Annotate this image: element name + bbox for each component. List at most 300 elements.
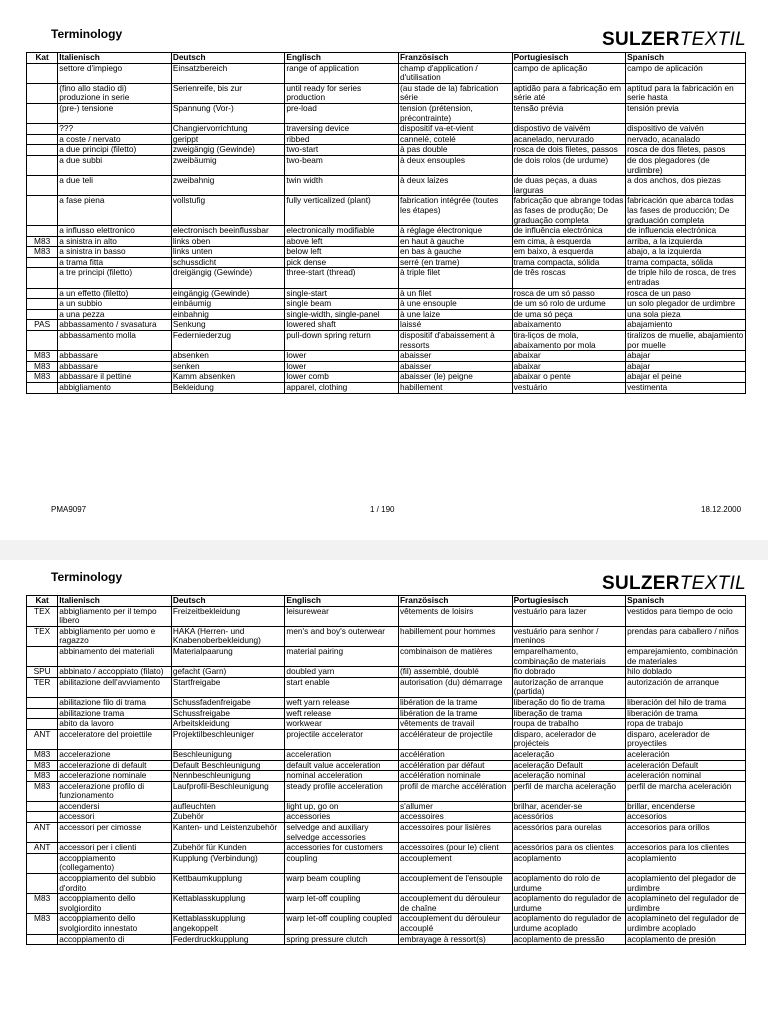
table-cell: campo de aplicação (512, 63, 626, 83)
table-row (27, 801, 746, 812)
table-cell (27, 853, 58, 873)
table-cell: dispositivo de vaivén (626, 124, 746, 135)
table-cell: Federniederzug (171, 331, 285, 351)
table-cell: acoplamiento (626, 853, 746, 873)
table-cell: accesorios (626, 812, 746, 823)
table-cell: accoppiamento (collegamento) (58, 853, 172, 873)
table-cell: Kupplung (Verbindung) (171, 853, 285, 873)
table-cell: Kettbaumkupplung (171, 874, 285, 894)
table-cell: accelerazione profilo di funzionamento (58, 781, 172, 801)
table-cell: de dos plegadores (de urdimbre) (626, 155, 746, 175)
table-cell: disparo, acelerador de proyectiles (626, 729, 746, 749)
document-date: 18.12.2000 (701, 505, 742, 514)
table-cell: abbigliamento per uomo e ragazzo (58, 626, 172, 646)
table-cell: accessoires (pour le) client (398, 843, 512, 854)
table-row (27, 823, 746, 843)
table-cell: aceleración Default (626, 760, 746, 771)
table-cell: accessori per cimosse (58, 823, 172, 843)
table-cell: (fino allo stadio di) produzione in serie (58, 83, 172, 103)
table-cell: nervado, acanalado (626, 134, 746, 145)
table-row (27, 934, 746, 945)
terminology-table (26, 595, 746, 945)
table-cell: a sinistra in basso (58, 247, 172, 258)
table-cell (27, 801, 58, 812)
table-cell: accessori per i clienti (58, 843, 172, 854)
table-cell: Bekleidung (171, 383, 285, 394)
table-cell: liberação de trama (512, 708, 626, 719)
table-cell: accoppiamento dello svolgiordito (58, 894, 172, 914)
table-cell: abaixar o pente (512, 372, 626, 383)
table-cell: accelerazione di default (58, 760, 172, 771)
table-cell: vestimenta (626, 383, 746, 394)
table-cell: Nennbeschleunigung (171, 771, 285, 782)
table-cell: Kettablasskupplung (171, 894, 285, 914)
table-cell: lower (285, 361, 399, 372)
table-cell: dispostivo de vaivém (512, 124, 626, 135)
table-cell: M83 (27, 351, 58, 362)
column-header: Deutsch (171, 596, 285, 607)
table-row (27, 383, 746, 394)
table-row (27, 781, 746, 801)
table-cell: accélération (398, 749, 512, 760)
table-cell: M83 (27, 247, 58, 258)
table-cell: a due teli (58, 176, 172, 196)
table-cell: abaisser (398, 361, 512, 372)
table-cell: Kamm absenken (171, 372, 285, 383)
table-cell: single beam (285, 299, 399, 310)
table-row (27, 351, 746, 362)
table-cell: tension (prétension, précontrainte) (398, 103, 512, 123)
table-cell: abajar el peine (626, 372, 746, 383)
table-cell (27, 145, 58, 156)
table-cell: Schussfadenfreigabe (171, 697, 285, 708)
table-cell: Kettablasskupplung angekoppelt (171, 914, 285, 934)
table-cell: accessoires (398, 812, 512, 823)
table-cell: lower (285, 351, 399, 362)
column-header: Deutsch (171, 53, 285, 64)
table-cell: warp beam coupling (285, 874, 399, 894)
table-cell: Laufprofil-Beschleunigung (171, 781, 285, 801)
table-cell: default value acceleration (285, 760, 399, 771)
table-row (27, 853, 746, 873)
table-cell: senken (171, 361, 285, 372)
table-cell: weft release (285, 708, 399, 719)
table-cell: schussdicht (171, 257, 285, 268)
table-cell: trama compacta, sólida (512, 257, 626, 268)
table-cell: accélération nominale (398, 771, 512, 782)
table-cell (27, 103, 58, 123)
table-cell: weft yarn release (285, 697, 399, 708)
table-cell: emparejamiento, combinación de materiales (626, 646, 746, 666)
table-cell: below left (285, 247, 399, 258)
table-cell: gerippt (171, 134, 285, 145)
table-cell: liberación del hilo de trama (626, 697, 746, 708)
table-cell: steady profile acceleration (285, 781, 399, 801)
table-cell (27, 288, 58, 299)
table-cell: ANT (27, 729, 58, 749)
table-cell: acoplamento (512, 853, 626, 873)
table-cell: abaisser (le) peigne (398, 372, 512, 383)
table-row (27, 196, 746, 226)
table-cell: disparo, acelerador de projécteis (512, 729, 626, 749)
table-cell: acoplamento de presión (626, 934, 746, 945)
table-cell (27, 934, 58, 945)
table-cell: arriba, a la izquierda (626, 236, 746, 247)
table-cell: emparelhamento, combinação de materiais (512, 646, 626, 666)
table-cell: acoplamento do rolo de urdume (512, 874, 626, 894)
table-cell: a influsso elettronico (58, 226, 172, 237)
table-cell: fabricação que abrange todas as fases de produção; De graduação completa (512, 196, 626, 226)
terminology-table (26, 52, 746, 394)
table-cell: brillar, encenderse (626, 801, 746, 812)
table-cell: una sola pieza (626, 309, 746, 320)
table-cell: de dois rolos (de urdume) (512, 155, 626, 175)
table-cell: de um só rolo de urdume (512, 299, 626, 310)
table-cell: dreigängig (Gewinde) (171, 268, 285, 288)
table-cell: abbassamento / svasatura (58, 320, 172, 331)
table-cell: HAKA (Herren- und Knabenoberbekleidung) (171, 626, 285, 646)
table-cell: M83 (27, 771, 58, 782)
table-cell: accouplement du dérouleur accouplé (398, 914, 512, 934)
table-cell: gefacht (Garn) (171, 667, 285, 678)
table-cell: accouplement de l'ensouple (398, 874, 512, 894)
table-cell: vollstufig (171, 196, 285, 226)
table-cell: Senkung (171, 320, 285, 331)
table-cell: accélérateur de projectile (398, 729, 512, 749)
table-cell: Beschleunigung (171, 749, 285, 760)
table-row (27, 145, 746, 156)
table-row (27, 646, 746, 666)
column-header: Italienisch (58, 596, 172, 607)
table-cell: accouplement du dérouleur de chaîne (398, 894, 512, 914)
sulzer-textil-logo: SULZERTEXTIL (601, 573, 746, 594)
table-header-row (27, 53, 746, 64)
table-cell: accessori (58, 812, 172, 823)
table-cell: Einsatzbereich (171, 63, 285, 83)
table-cell: aceleración (626, 749, 746, 760)
table-cell: zweigängig (Gewinde) (171, 145, 285, 156)
table-cell: a coste / nervato (58, 134, 172, 145)
column-header: Englisch (285, 53, 399, 64)
table-row (27, 331, 746, 351)
table-cell: material pairing (285, 646, 399, 666)
table-cell: abaixar (512, 361, 626, 372)
table-cell: accélération par défaut (398, 760, 512, 771)
table-cell: zweibahnig (171, 176, 285, 196)
table-cell: a due principi (filetto) (58, 145, 172, 156)
table-cell: perfil de marcha aceleração (512, 781, 626, 801)
table-row (27, 914, 746, 934)
table-cell: abito da lavoro (58, 719, 172, 730)
table-cell: ribbed (285, 134, 399, 145)
table-cell: accessoires pour lisières (398, 823, 512, 843)
table-cell: einbahnig (171, 309, 285, 320)
table-cell: a due subbi (58, 155, 172, 175)
table-cell: workwear (285, 719, 399, 730)
table-row (27, 760, 746, 771)
table-cell: aceleração Default (512, 760, 626, 771)
table-cell: projectile accelerator (285, 729, 399, 749)
table-cell: de influência electrónica (512, 226, 626, 237)
table-cell (27, 134, 58, 145)
table-cell: habillement (398, 383, 512, 394)
table-cell: dispositif d'abaissement à ressorts (398, 331, 512, 351)
table-cell: trama compacta, sólida (626, 257, 746, 268)
table-cell: tensión previa (626, 103, 746, 123)
table-row (27, 247, 746, 258)
table-cell (27, 83, 58, 103)
table-cell (27, 299, 58, 310)
table-cell: vestuário para senhor / meninos (512, 626, 626, 646)
table-cell: acceleration (285, 749, 399, 760)
table-cell: Serienreife, bis zur (171, 83, 285, 103)
column-header: Spanisch (626, 53, 746, 64)
table-cell: spring pressure clutch (285, 934, 399, 945)
table-cell: Changiervorrichtung (171, 124, 285, 135)
table-cell: Projektilbeschleuniger (171, 729, 285, 749)
table-cell: men's and boy's outerwear (285, 626, 399, 646)
table-cell: abbigliamento (58, 383, 172, 394)
table-row (27, 134, 746, 145)
table-cell: en bas à gauche (398, 247, 512, 258)
table-cell: fully verticalized (plant) (285, 196, 399, 226)
table-cell: de três roscas (512, 268, 626, 288)
table-cell: serré (en trame) (398, 257, 512, 268)
table-cell: nominal acceleration (285, 771, 399, 782)
table-cell: aceleração (512, 749, 626, 760)
table-row (27, 843, 746, 854)
table-cell: einbäumig (171, 299, 285, 310)
table-cell: Kanten- und Leistenzubehör (171, 823, 285, 843)
table-cell (27, 719, 58, 730)
table-row (27, 812, 746, 823)
table-cell: vestidos para tiempo de ocio (626, 606, 746, 626)
table-cell: single-start (285, 288, 399, 299)
document-code: PMA9097 (51, 505, 87, 514)
table-cell: autorisation (du) démarrage (398, 677, 512, 697)
table-row (27, 361, 746, 372)
table-cell: abaixamento (512, 320, 626, 331)
table-cell: acoplamiento del plegador de urdimbre (626, 874, 746, 894)
table-cell: absenken (171, 351, 285, 362)
table-cell: M83 (27, 372, 58, 383)
table-cell: un solo plegador de urdimbre (626, 299, 746, 310)
table-cell: combinaison de matières (398, 646, 512, 666)
table-cell: à deux ensouples (398, 155, 512, 175)
table-cell: abaixar (512, 351, 626, 362)
table-cell: M83 (27, 361, 58, 372)
table-cell: roupa de trabalho (512, 719, 626, 730)
table-cell: TER (27, 677, 58, 697)
table-cell: eingängig (Gewinde) (171, 288, 285, 299)
table-cell: Zubehör für Kunden (171, 843, 285, 854)
table-cell: single-width, single-panel (285, 309, 399, 320)
table-cell: accoppiamento del subbio d'ordito (58, 874, 172, 894)
table-cell: abaisser (398, 351, 512, 362)
column-header: Kat (27, 53, 58, 64)
table-cell (27, 63, 58, 83)
table-cell: ANT (27, 843, 58, 854)
column-header: Englisch (285, 596, 399, 607)
table-cell: Federdruckkupplung (171, 934, 285, 945)
column-header: Portugiesisch (512, 596, 626, 607)
table-cell: acoplamineto del regulador de urdimbre (626, 894, 746, 914)
table-row (27, 894, 746, 914)
table-cell: Arbeitskleidung (171, 719, 285, 730)
table-cell: tensão prévia (512, 103, 626, 123)
table-cell: lower comb (285, 372, 399, 383)
table-cell (27, 196, 58, 226)
table-cell: de triple hilo de rosca, de tres entradas (626, 268, 746, 288)
table-cell (27, 697, 58, 708)
table-cell: warp let-off coupling coupled (285, 914, 399, 934)
table-cell: leisurewear (285, 606, 399, 626)
table-cell: fio dobrado (512, 667, 626, 678)
table-row (27, 226, 746, 237)
table-cell: brilhar, acender-se (512, 801, 626, 812)
table-cell: à deux laizes (398, 176, 512, 196)
table-cell: electronisch beeinflussbar (171, 226, 285, 237)
column-header: Portugiesisch (512, 53, 626, 64)
table-cell: accouplement (398, 853, 512, 873)
table-cell: Freizeitbekleidung (171, 606, 285, 626)
sulzer-textil-logo: SULZERTEXTIL (601, 29, 746, 50)
table-cell: settore d'impiego (58, 63, 172, 83)
table-cell: aptidão para a fabricação em série até (512, 83, 626, 103)
table-cell: abajar (626, 351, 746, 362)
table-cell: accessories (285, 812, 399, 823)
column-header: Italienisch (58, 53, 172, 64)
table-cell: electronically modifiable (285, 226, 399, 237)
table-cell: (au stade de la) fabrication série (398, 83, 512, 103)
table-cell: autorização de arranque (partida) (512, 677, 626, 697)
table-cell: ??? (58, 124, 172, 135)
table-cell: coupling (285, 853, 399, 873)
table-cell: range of application (285, 63, 399, 83)
table-cell: Startfreigabe (171, 677, 285, 697)
table-cell: vêtements de travail (398, 719, 512, 730)
table-cell: à pas double (398, 145, 512, 156)
table-cell: acoplamento do regulador de urdume acoplado (512, 914, 626, 934)
table-cell: en haut à gauche (398, 236, 512, 247)
table-cell (27, 646, 58, 666)
table-row (27, 626, 746, 646)
table-cell: abbigliamento per il tempo libero (58, 606, 172, 626)
table-row (27, 729, 746, 749)
table-cell: Default Beschleunigung (171, 760, 285, 771)
table-cell: aceleração nominal (512, 771, 626, 782)
table-cell: until ready for series production (285, 83, 399, 103)
table-cell: acessórios (512, 812, 626, 823)
table-cell: acoplamento do regulador de urdume (512, 894, 626, 914)
table-row (27, 103, 746, 123)
table-cell: selvedge and auxiliary selvedge accessories (285, 823, 399, 843)
table-cell: a dos anchos, dos piezas (626, 176, 746, 196)
table-cell: two-start (285, 145, 399, 156)
table-cell: de duas peças, a duas larguras (512, 176, 626, 196)
table-cell: vêtements de loisirs (398, 606, 512, 626)
table-cell: above left (285, 236, 399, 247)
table-cell: autorización de arranque (626, 677, 746, 697)
table-cell: links unten (171, 247, 285, 258)
table-cell (27, 309, 58, 320)
column-header: Französisch (398, 53, 512, 64)
table-row (27, 708, 746, 719)
document-page-2 (0, 560, 768, 1024)
table-cell: a sinistra in alto (58, 236, 172, 247)
table-cell: accesorios para los clientes (626, 843, 746, 854)
table-cell: laissé (398, 320, 512, 331)
table-cell: libération de la trame (398, 708, 512, 719)
table-cell: start enable (285, 677, 399, 697)
table-row (27, 176, 746, 196)
table-cell: liberación de trama (626, 708, 746, 719)
table-cell: tira-liços de mola, abaixamento por mola (512, 331, 626, 351)
table-cell: à un filet (398, 288, 512, 299)
table-cell: rosca de um só passo (512, 288, 626, 299)
table-row (27, 257, 746, 268)
table-cell: abajar (626, 361, 746, 372)
table-row (27, 288, 746, 299)
table-cell: ANT (27, 823, 58, 843)
table-cell: a un effetto (filetto) (58, 288, 172, 299)
table-cell: PAS (27, 320, 58, 331)
table-cell: perfil de marcha aceleración (626, 781, 746, 801)
table-cell: a trama fitta (58, 257, 172, 268)
table-cell: two-beam (285, 155, 399, 175)
table-cell: à triple filet (398, 268, 512, 288)
table-cell: abilitazione filo di trama (58, 697, 172, 708)
table-cell: em cima, à esquerda (512, 236, 626, 247)
table-cell: traversing device (285, 124, 399, 135)
table-cell: accessories for customers (285, 843, 399, 854)
table-cell: fabricación que abarca todas las fases de producción; De graduación completa (626, 196, 746, 226)
column-header: Kat (27, 596, 58, 607)
table-row (27, 124, 746, 135)
table-cell: a un subbio (58, 299, 172, 310)
column-header: Französisch (398, 596, 512, 607)
table-cell: à une ensouple (398, 299, 512, 310)
table-row (27, 299, 746, 310)
table-cell: abbassare il pettine (58, 372, 172, 383)
table-cell (27, 708, 58, 719)
table-cell (27, 176, 58, 196)
table-cell: links oben (171, 236, 285, 247)
table-row (27, 771, 746, 782)
table-row (27, 677, 746, 697)
table-cell: twin width (285, 176, 399, 196)
table-cell: M83 (27, 749, 58, 760)
table-cell: liberação do fio de trama (512, 697, 626, 708)
table-cell: apparel, clothing (285, 383, 399, 394)
table-cell: M83 (27, 781, 58, 801)
table-cell: abilitazione dell'avviamento (58, 677, 172, 697)
table-header-row (27, 596, 746, 607)
table-cell (27, 268, 58, 288)
table-cell: abajo, a la izquierda (626, 247, 746, 258)
table-cell (27, 155, 58, 175)
table-cell: doubled yarn (285, 667, 399, 678)
table-cell: aceleración nominal (626, 771, 746, 782)
table-cell: rosca de un paso (626, 288, 746, 299)
table-cell: fabrication intégrée (toutes les étapes) (398, 196, 512, 226)
table-cell (27, 383, 58, 394)
table-cell: Schussfreigabe (171, 708, 285, 719)
table-cell: abbassare (58, 361, 172, 372)
table-cell: acceleratore del proiettile (58, 729, 172, 749)
table-cell: acoplamineto del regulador de urdimbre acoplado (626, 914, 746, 934)
table-cell: champ d'application / d'utilisation (398, 63, 512, 83)
